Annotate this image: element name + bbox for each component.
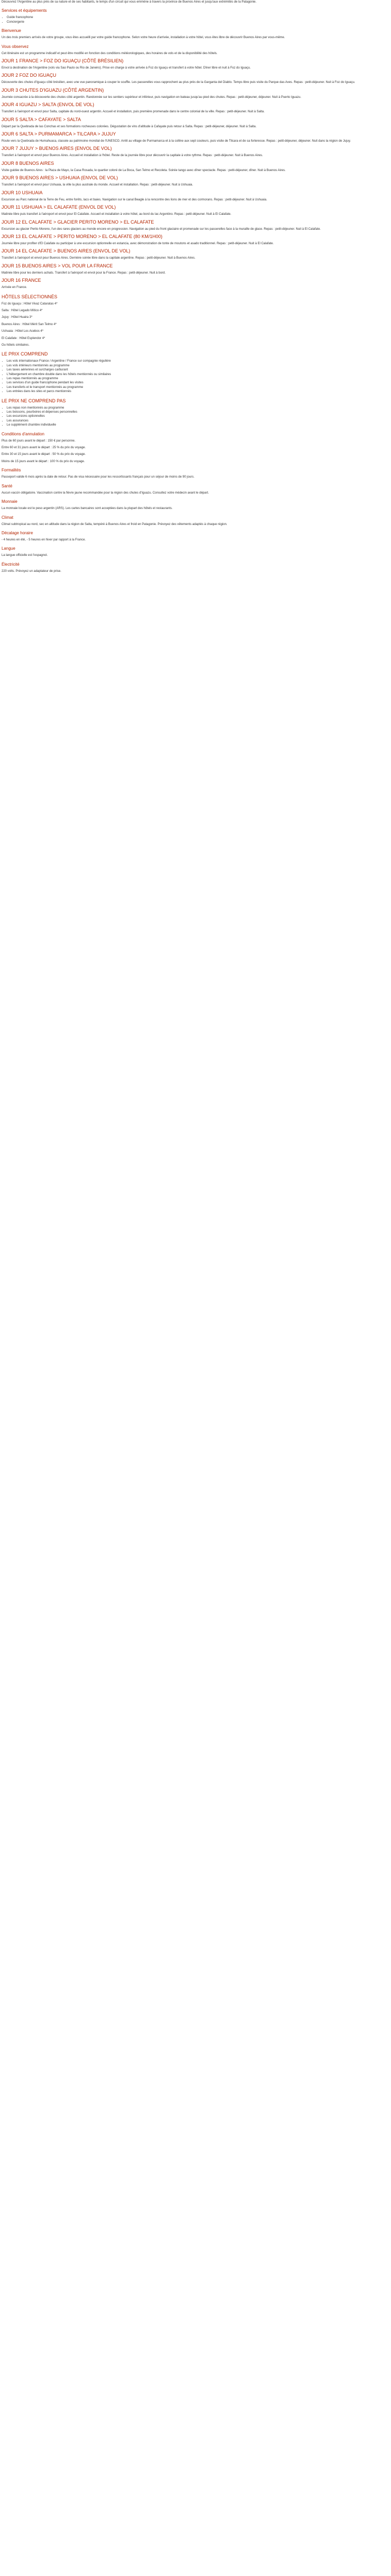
itinerary-day	[2, 263, 389, 275]
day-text: Départ par la Quebrada de las Conchas et ses formations rocheuses colorées. Dégustation de vins d'altitude à Cafayate puis retour à Salta. Repas : petit-déjeuner, déjeuner. Nuit à Salta.	[2, 125, 257, 128]
included-section	[2, 351, 389, 394]
itinerary-day	[2, 131, 389, 143]
money-text: La monnaie locale est le peso argentin (ARS). Les cartes bancaires sont acceptées dans la plupart des hôtels et restaurants.	[2, 507, 173, 511]
included-item: • Les vols intérieurs mentionnés au programme	[7, 364, 389, 368]
climate-text: Climat subtropical au nord, sec en altitude dans la région de Salta, tempéré à Buenos Aires et froid en Patagonie. Prévoyez des vêtements adaptés à chaque région.	[2, 522, 227, 526]
day-text: Journée consacrée à la découverte des chutes côté argentin. Randonnée sur les sentiers supérieur et inférieur, puis navigation en bateau jusqu'au pied des chutes. Repas : petit-déjeuner, déjeuner. Nuit à Puerto Iguazu.	[2, 95, 301, 99]
excluded-item: • Les repas non mentionnés au programme	[7, 406, 389, 410]
timezone-text: - 4 heures en été, - 5 heures en hiver par rapport à la France.	[2, 538, 86, 541]
day-title: JOUR 12 EL CALAFATE > GLACIER PERITO MORENO > EL CALAFATE	[2, 219, 154, 225]
hotel-line: Salta : Hôtel Legado Mítico 4*	[2, 309, 43, 312]
health-title: Santé	[2, 483, 12, 488]
day-text: Journée libre pour profiter d'El Calafate ou participer à une excursion optionnelle en estancia, avec démonstration de tonte de moutons et asado traditionnel. Repas : petit-déjeuner. Nuit à El Calafate.	[2, 242, 274, 245]
service-item: • Conciergerie	[7, 20, 389, 24]
services-title: Services et équipements	[2, 8, 47, 13]
included-item: • L'hébergement en chambre double dans les hôtels mentionnés ou similaires	[7, 372, 389, 377]
electricity-text: 220 volts. Prévoyez un adaptateur de prise.	[2, 569, 61, 573]
day-title: JOUR 8 BUENOS AIRES	[2, 160, 54, 166]
formalities-text: Passeport valide 6 mois après la date de retour. Pas de visa nécessaire pour les ressortissants français pour un séjour de moins de 90 jours.	[2, 476, 194, 479]
conditions-line: Entre 30 et 15 jours avant le départ : 50 % du prix du voyage.	[2, 453, 86, 456]
hotels-title: HÔTELS SÉLECTIONNÉS	[2, 294, 58, 299]
service-item: • Guide francophone	[7, 15, 389, 20]
day-text: Excursion au Parc national de la Terre de Feu, entre forêts, lacs et baies. Navigation sur le canal Beagle à la rencontre des lions de mer et des cormorans. Repas : petit-déjeuner. Nuit à Ushuaia.	[2, 198, 267, 201]
climate-section	[2, 515, 389, 527]
included-item: • Les repas mentionnés au programme	[7, 377, 389, 381]
itinerary-day	[2, 102, 389, 114]
welcome-text: Un des trois premiers arrivés de votre groupe, vous êtes accueilli par votre guide francophone. Selon votre heure d'arrivée, installation à votre hôtel, vous êtes libre de découvrir Buenos Aires par vous-même.	[2, 36, 285, 40]
hotels-section	[2, 294, 389, 348]
note-text: Cet itinéraire est un programme indicatif et peut être modifié en fonction des conditions météorologiques, des horaires de vols et de la disponibilité des hôtels.	[2, 52, 218, 55]
day-text: Transfert à l'aéroport et envol pour Salta, capitale du nord-ouest argentin. Accueil et installation, puis première promenade dans le centre colonial de la ville. Repas : petit-déjeuner. Nuit à Salta.	[2, 110, 265, 114]
included-title: LE PRIX COMPREND	[2, 351, 48, 357]
language-text: La langue officielle est l'espagnol.	[2, 554, 48, 557]
day-title: JOUR 1 FRANCE > FOZ DO IGUAÇU (CÔTÉ BRÉSILIEN)	[2, 58, 124, 64]
included-item: • Les entrées dans les sites et parcs mentionnés	[7, 389, 389, 394]
itinerary	[2, 58, 389, 290]
timezone-title: Décalage horaire	[2, 530, 33, 535]
hotel-line: Buenos Aires : Hôtel Mérit San Telmo 4*	[2, 323, 57, 326]
hotel-line: Ou hôtels similaires.	[2, 343, 30, 347]
itinerary-day	[2, 234, 389, 246]
welcome-title: Bienvenue	[2, 28, 21, 33]
hotel-line: El Calafate : Hôtel Esplendor 4*	[2, 336, 45, 340]
included-list	[2, 359, 389, 394]
note-title: Vous observez	[2, 44, 29, 49]
day-title: JOUR 13 EL CALAFATE > PERITO MORENO > EL CALAFATE (80 KM/1H00)	[2, 233, 162, 239]
formalities-section	[2, 468, 389, 479]
money-section	[2, 499, 389, 511]
hotel-line: Foz do Iguaçu : Hôtel Vivaz Cataratas 4*	[2, 302, 58, 306]
itinerary-day	[2, 190, 389, 202]
day-text: Matinée libre pour les derniers achats. Transfert à l'aéroport et envol pour la France. Repas : petit-déjeuner. Nuit à bord.	[2, 271, 166, 275]
timezone-section	[2, 531, 389, 542]
day-title: JOUR 6 SALTA > PURMAMARCA > TILCARA > JUJUY	[2, 131, 116, 137]
itinerary-day	[2, 248, 389, 260]
day-text: Transfert à l'aéroport et envol pour Buenos Aires. Dernière soirée libre dans la capitale argentine. Repas : petit-déjeuner. Nuit à Buenos Aires.	[2, 257, 196, 260]
climate-title: Climat	[2, 515, 13, 520]
excluded-list	[2, 406, 389, 428]
hotel-line: Jujuy : Hôtel Huaira 3*	[2, 316, 32, 319]
itinerary-day	[2, 175, 389, 187]
day-text: Transfert à l'aéroport et envol pour Ushuaia, la ville la plus australe du monde. Accueil et installation. Repas : petit-déjeuner. Nuit à Ushuaia.	[2, 183, 193, 187]
hotel-line: Ushuaia : Hôtel Los Acebos 4*	[2, 330, 44, 333]
health-text: Aucun vaccin obligatoire. Vaccination contre la fièvre jaune recommandée pour la région des chutes d'Iguazu. Consultez votre médecin avant le départ.	[2, 491, 209, 495]
included-item: • Les taxes aériennes et surcharges carburant	[7, 368, 389, 372]
day-title: JOUR 11 USHUAIA > EL CALAFATE (ENVOL DE VOL)	[2, 205, 116, 210]
itinerary-day	[2, 88, 389, 99]
electricity-title: Électricité	[2, 562, 20, 567]
electricity-section	[2, 562, 389, 573]
day-text: Visite guidée de Buenos Aires : la Plaza de Mayo, la Casa Rosada, le quartier coloré de La Boca, San Telmo et Recoleta. Soirée tango avec dîner spectacle. Repas : petit-déjeuner, dîner. Nuit à Buenos Aires.	[2, 168, 286, 172]
included-item: • Les services d'un guide francophone pendant les visites	[7, 381, 389, 385]
day-text: Arrivée en France.	[2, 286, 27, 290]
day-text: Matinée libre puis transfert à l'aéroport et envol pour El Calafate. Accueil et installation à votre hôtel, au bord du lac Argentino. Repas : petit-déjeuner. Nuit à El Calafate.	[2, 213, 232, 216]
excluded-item: • Les boissons, pourboires et dépenses personnelles	[7, 410, 389, 414]
itinerary-day	[2, 219, 389, 231]
day-text: Excursion au glacier Perito Moreno, l'un des rares glaciers au monde encore en progression. Navigation au pied du front glaciaire et promenade sur les passerelles face à la muraille de glace. Repas : petit-déjeuner. Nuit à El Calafate.	[2, 227, 321, 231]
excluded-item: • Les excursions optionnelles	[7, 414, 389, 418]
day-title: JOUR 7 JUJUY > BUENOS AIRES (ENVOL DE VOL)	[2, 146, 112, 151]
day-title: JOUR 15 BUENOS AIRES > VOL POUR LA FRANCE	[2, 263, 113, 268]
intro-text: Découvrez l'Argentine au plus près de sa nature et de ses habitants, le temps d'un circuit qui vous emmène à travers la province de Buenos Aires et jusqu'aux extrémités de la Patagonie.	[2, 1, 257, 4]
day-text: Route vers la Quebrada de Humahuaca, classée au patrimoine mondial de l'UNESCO. Arrêt au village de Purmamarca et à la colline aux sept couleurs, puis visite de Tilcara et de sa forteresse. Repas : petit-déjeuner, déjeuner. Nuit dans la région de Jujuy.	[2, 140, 351, 143]
day-title: JOUR 14 EL CALAFATE > BUENOS AIRES (ENVOL DE VOL)	[2, 248, 131, 254]
excluded-item: • Les assurances	[7, 419, 389, 423]
itinerary-day	[2, 117, 389, 129]
language-title: Langue	[2, 546, 15, 551]
day-text: Découverte des chutes d'Iguaçu côté brésilien, avec une vue panoramique à couper le souffle. Les passerelles vous rapprochent au plus près de la Garganta del Diablo. Temps libre puis visite du Parque das Aves. Repas : petit-déjeuner. Nuit à Foz do Iguaçu.	[2, 81, 355, 84]
excluded-item: • Le supplément chambre individuelle	[7, 423, 389, 427]
day-title: JOUR 2 FOZ DO IGUAÇU	[2, 73, 57, 78]
formalities-title: Formalités	[2, 468, 21, 473]
included-item: • Les transferts et le transport mentionnés au programme	[7, 385, 389, 389]
day-title: JOUR 5 SALTA > CAFAYATE > SALTA	[2, 116, 81, 122]
conditions-line: Entre 60 et 31 jours avant le départ : 25 % du prix du voyage.	[2, 446, 86, 450]
day-title: JOUR 9 BUENOS AIRES > USHUAIA (ENVOL DE VOL)	[2, 175, 118, 181]
itinerary-day	[2, 146, 389, 158]
conditions-line: Plus de 60 jours avant le départ : 150 € par personne.	[2, 439, 76, 443]
day-text: Transfert à l'aéroport et envol pour Buenos Aires. Accueil et installation à l'hôtel. Reste de la journée libre pour découvrir la capitale à votre rythme. Repas : petit-déjeuner. Nuit à Buenos Aires.	[2, 154, 263, 158]
language-section	[2, 546, 389, 557]
health-section	[2, 484, 389, 495]
day-title: JOUR 16 FRANCE	[2, 278, 41, 283]
excluded-section	[2, 398, 389, 428]
services-list	[2, 15, 389, 24]
itinerary-day	[2, 278, 389, 290]
day-title: JOUR 10 USHUAIA	[2, 190, 43, 195]
included-item: • Les vols internationaux France / Argentine / France sur compagnie régulière	[7, 359, 389, 363]
money-title: Monnaie	[2, 499, 18, 504]
conditions-line: Moins de 15 jours avant le départ : 100 % du prix du voyage.	[2, 460, 85, 463]
itinerary-day	[2, 58, 389, 70]
itinerary-day	[2, 205, 389, 216]
conditions-title: Conditions d'annulation	[2, 431, 44, 436]
day-title: JOUR 4 IGUAZU > SALTA (ENVOL DE VOL)	[2, 102, 94, 108]
itinerary-day	[2, 161, 389, 173]
day-title: JOUR 3 CHUTES D'IGUAZU (CÔTÉ ARGENTIN)	[2, 87, 104, 93]
itinerary-day	[2, 73, 389, 84]
conditions-section	[2, 432, 389, 464]
day-text: Envol à destination de l'Argentine (vols via Sao Paulo ou Rio de Janeiro). Prise en charge à votre arrivée à Foz do Iguaçu et transfert à votre hôtel. Dîner libre et nuit à Foz do Iguaçu.	[2, 66, 251, 70]
excluded-title: LE PRIX NE COMPREND PAS	[2, 398, 66, 403]
